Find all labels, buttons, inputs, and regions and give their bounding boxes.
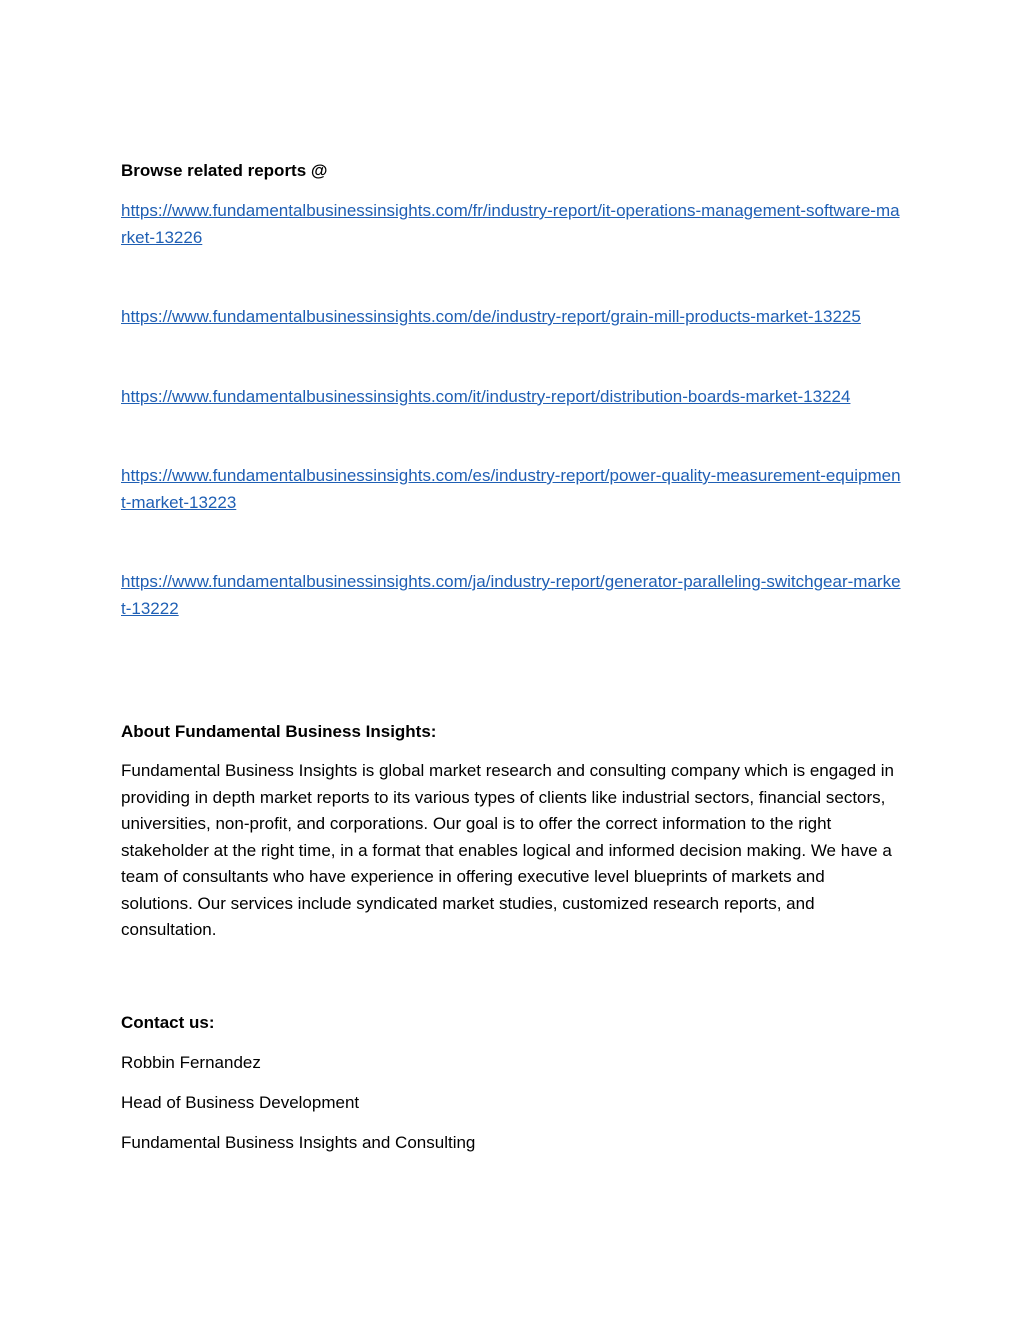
about-paragraph: Fundamental Business Insights is global market research and consulting company which is engaged in providing in depth market reports to its various types of clients like industrial sectors, financial sectors, universities, non-profit, and corporations. Our goal is to offer the correct information to the right stakeholder at the right time, in a format that enables logical and informed decision making. We have a team of consultants who have experience in offering executive level blueprints of markets and solutions. Our services include syndicated market studies, customized research reports, and consultation. [121,761,894,939]
report-link-distribution-boards[interactable]: https://www.fundamentalbusinessinsights.com/it/industry-report/distribution-boards-market-13224 [121,386,851,406]
report-link-it-operations[interactable]: https://www.fundamentalbusinessinsights.com/fr/industry-report/it-operations-management-software-market-13226 [121,201,900,247]
related-reports-list [121,198,901,622]
contact-heading: Contact us: [121,1012,215,1032]
contact-title: Head of Business Development [121,1092,360,1112]
about-heading: About Fundamental Business Insights: [121,722,437,741]
related-reports-heading: Browse related reports @ [121,161,328,180]
contact-name: Robbin Fernandez [121,1052,261,1072]
contact-company: Fundamental Business Insights and Consulting [121,1132,476,1152]
report-link-power-quality[interactable]: https://www.fundamentalbusinessinsights.com/es/industry-report/power-quality-measurement-equipment-market-13223 [121,466,901,512]
document-page [121,158,901,1156]
report-link-generator-paralleling[interactable]: https://www.fundamentalbusinessinsights.com/ja/industry-report/generator-paralleling-switchgear-market-13222 [121,572,901,618]
report-link-grain-mill[interactable]: https://www.fundamentalbusinessinsights.com/de/industry-report/grain-mill-products-market-13225 [121,307,861,326]
